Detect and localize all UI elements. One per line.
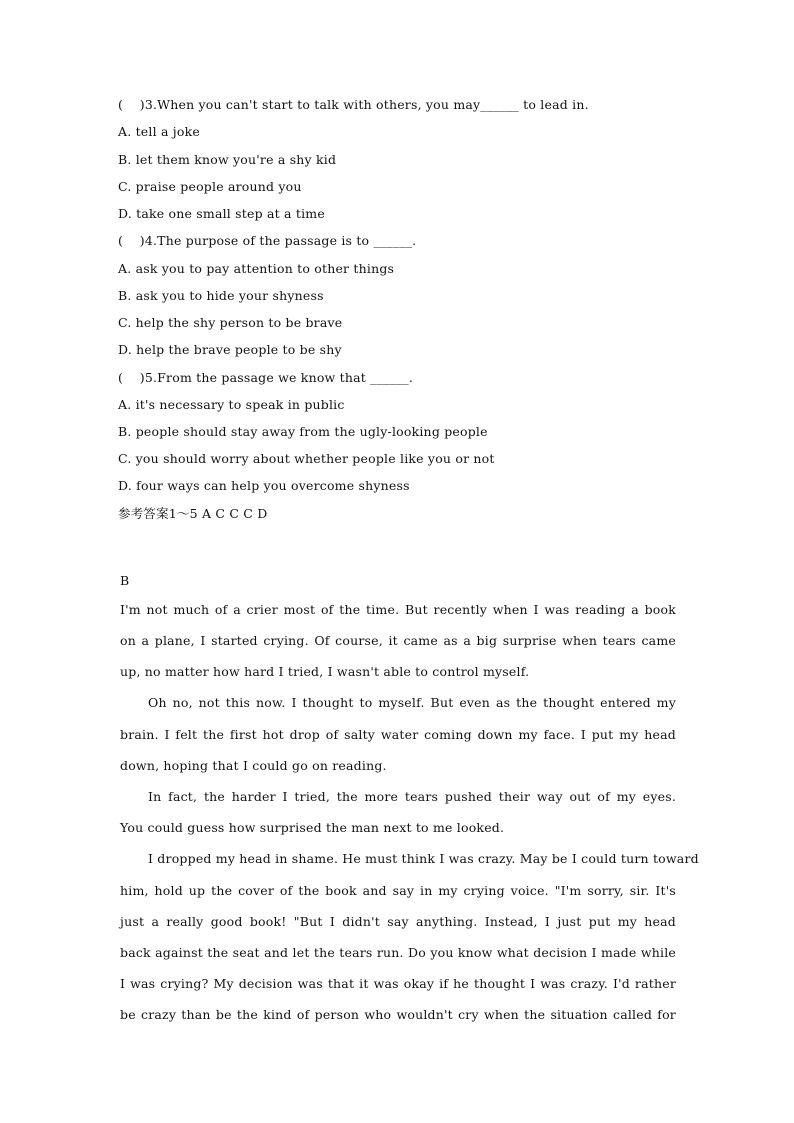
passage-line: up, no matter how hard I tried, I wasn't able to control myself. [120, 664, 530, 679]
question-4-option-b: B. ask you to hide your shyness [118, 288, 324, 303]
question-3-option-d: D. take one small step at a time [118, 206, 325, 221]
question-5-option-c: C. you should worry about whether people like you or not [118, 451, 495, 466]
passage-line: I dropped my head in shame. He must think I was crazy. May be I could turn toward [148, 851, 699, 866]
passage-line: down, hoping that I could go on reading. [120, 758, 387, 773]
question-5-stem: ( )5.From the passage we know that ______. [118, 370, 414, 385]
question-3-stem: ( )3.When you can't start to talk with others, you may______ to lead in. [118, 97, 589, 112]
section-heading-b: B [120, 573, 130, 588]
passage-line: brain. I felt the first hot drop of salty water coming down my face. I put my head [120, 727, 676, 742]
passage-line: him, hold up the cover of the book and say in my crying voice. "I'm sorry, sir. It's [120, 883, 676, 898]
passage-line: In fact, the harder I tried, the more tears pushed their way out of my eyes. [148, 789, 676, 804]
answer-key: 参考答案1～5 A C C C D [118, 506, 268, 521]
passage-line: Oh no, not this now. I thought to myself. But even as the thought entered my [148, 695, 676, 710]
question-4-option-c: C. help the shy person to be brave [118, 315, 343, 330]
question-4-option-a: A. ask you to pay attention to other things [118, 261, 395, 276]
passage-line: on a plane, I started crying. Of course, it came as a big surprise when tears came [120, 633, 676, 648]
passage-line: I was crying? My decision was that it was okay if he thought I was crazy. I'd rather [120, 976, 676, 991]
question-3-option-c: C. praise people around you [118, 179, 302, 194]
question-3-option-a: A. tell a joke [118, 124, 200, 139]
question-4-stem: ( )4.The purpose of the passage is to ______. [118, 233, 417, 248]
question-3-option-b: B. let them know you're a shy kid [118, 152, 337, 167]
passage-line: I'm not much of a crier most of the time. But recently when I was reading a book [120, 602, 676, 617]
passage-line: back against the seat and let the tears run. Do you know what decision I made while [120, 945, 676, 960]
passage-line: You could guess how surprised the man next to me looked. [120, 820, 505, 835]
question-5-option-a: A. it's necessary to speak in public [118, 397, 345, 412]
question-4-option-d: D. help the brave people to be shy [118, 342, 342, 357]
question-5-option-b: B. people should stay away from the ugly-looking people [118, 424, 488, 439]
question-5-option-d: D. four ways can help you overcome shyness [118, 478, 410, 493]
passage-line: be crazy than be the kind of person who wouldn't cry when the situation called for [120, 1007, 676, 1022]
passage-line: just a really good book! "But I didn't say anything. Instead, I just put my head [120, 914, 676, 929]
